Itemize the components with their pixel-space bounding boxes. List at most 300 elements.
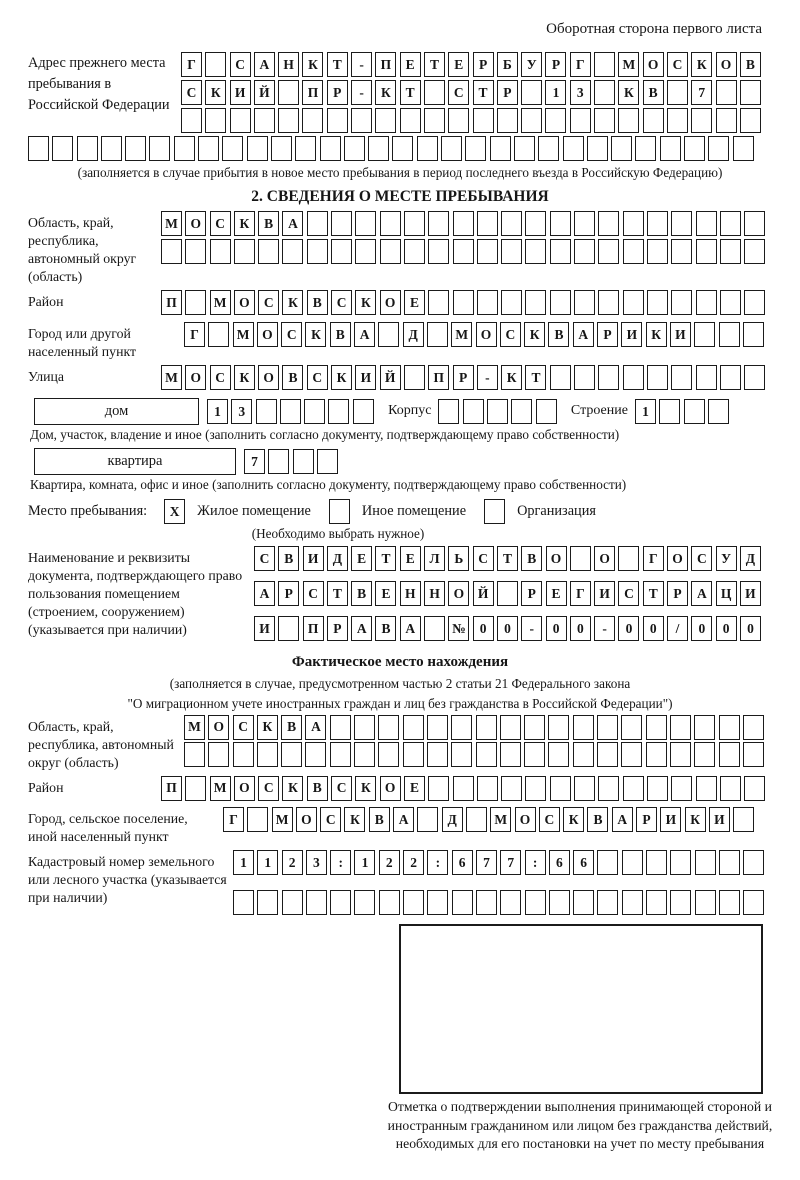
char-box: 6: [573, 850, 594, 875]
char-box: [587, 136, 608, 161]
char-box: [438, 399, 459, 424]
char-box: [501, 211, 522, 236]
char-box: А: [573, 322, 594, 347]
char-box: [490, 136, 511, 161]
field-fact-city: [28, 807, 772, 846]
char-box: [380, 239, 401, 264]
char-box: Т: [375, 546, 396, 571]
char-box: Г: [643, 546, 664, 571]
char-box: [307, 239, 328, 264]
char-box: [573, 890, 594, 915]
char-box: [720, 365, 741, 390]
char-box: С: [448, 80, 469, 105]
char-box: [181, 108, 202, 133]
char-box: С: [473, 546, 494, 571]
char-box: К: [355, 290, 376, 315]
char-box: [501, 239, 522, 264]
char-box: Ь: [448, 546, 469, 571]
char-box: [684, 136, 705, 161]
char-box: [622, 890, 643, 915]
char-box: [282, 239, 303, 264]
char-box: [417, 136, 438, 161]
document-row-1: [254, 546, 772, 571]
char-box: В: [258, 211, 279, 236]
char-box: [525, 211, 546, 236]
fact-title: Фактическое место нахождения: [291, 653, 509, 670]
checkbox-residential: [164, 499, 185, 524]
char-box: [598, 290, 619, 315]
char-box: [696, 776, 717, 801]
fact-region-label: Область, край, республика, автономный округ (область): [28, 718, 174, 770]
stroenie-boxes: [635, 399, 732, 424]
char-box: [671, 239, 692, 264]
option-organization-label: Организация: [517, 502, 596, 519]
char-box: К: [685, 807, 706, 832]
char-box: [295, 136, 316, 161]
char-box: [524, 742, 545, 767]
field-region: [28, 211, 772, 286]
field-district: [28, 290, 772, 318]
char-box: В: [369, 807, 390, 832]
char-box: [451, 715, 472, 740]
char-box: [185, 290, 206, 315]
char-box: А: [305, 715, 326, 740]
char-box: Й: [254, 80, 275, 105]
char-box: Н: [400, 581, 421, 606]
char-box: [684, 399, 705, 424]
char-box: [695, 890, 716, 915]
char-box: [521, 108, 542, 133]
char-box: [497, 108, 518, 133]
char-box: 2: [403, 850, 424, 875]
char-box: Ц: [716, 581, 737, 606]
previous-address-row-2: [181, 80, 772, 105]
char-box: О: [643, 52, 664, 77]
char-box: [208, 742, 229, 767]
char-box: С: [500, 322, 521, 347]
char-box: [525, 776, 546, 801]
char-box: 7: [691, 80, 712, 105]
char-box: [344, 136, 365, 161]
field-document: [28, 546, 772, 644]
char-box: [550, 211, 571, 236]
region-label: Область, край, республика, автономный округ (область): [28, 215, 137, 285]
char-box: [417, 807, 438, 832]
house-type-box: дом: [34, 398, 199, 425]
char-box: [740, 108, 761, 133]
char-box: Р: [545, 52, 566, 77]
char-box: [198, 136, 219, 161]
char-box: [380, 211, 401, 236]
char-box: [305, 742, 326, 767]
char-box: [659, 399, 680, 424]
char-box: [185, 239, 206, 264]
char-box: -: [594, 616, 615, 641]
char-box: [247, 136, 268, 161]
char-box: [743, 742, 764, 767]
char-box: [280, 399, 301, 424]
char-box: [278, 80, 299, 105]
char-box: [598, 776, 619, 801]
char-box: Й: [473, 581, 494, 606]
char-box: Т: [473, 80, 494, 105]
char-box: [744, 776, 765, 801]
char-box: Р: [327, 616, 348, 641]
char-box: 0: [716, 616, 737, 641]
char-box: [716, 108, 737, 133]
char-box: [514, 136, 535, 161]
char-box: Т: [400, 80, 421, 105]
char-box: 3: [306, 850, 327, 875]
char-box: [538, 136, 559, 161]
char-box: Е: [404, 776, 425, 801]
char-box: 0: [691, 616, 712, 641]
char-box: [623, 290, 644, 315]
char-box: [733, 136, 754, 161]
char-box: К: [344, 807, 365, 832]
char-box: 7: [500, 850, 521, 875]
char-box: П: [302, 80, 323, 105]
char-box: Г: [184, 322, 205, 347]
char-box: 7: [244, 449, 265, 474]
char-box: О: [515, 807, 536, 832]
char-box: [744, 365, 765, 390]
char-box: 2: [282, 850, 303, 875]
char-box: С: [618, 581, 639, 606]
char-box: [646, 715, 667, 740]
fact-city-row: [223, 807, 772, 832]
char-box: [257, 890, 278, 915]
option-residential-label: Жилое помещение: [197, 502, 311, 519]
char-box: Е: [448, 52, 469, 77]
char-box: [501, 776, 522, 801]
char-box: [574, 290, 595, 315]
char-box: [473, 108, 494, 133]
char-box: [268, 449, 289, 474]
char-box: [451, 742, 472, 767]
char-box: [622, 850, 643, 875]
char-box: [720, 776, 741, 801]
char-box: 0: [546, 616, 567, 641]
char-box: [667, 80, 688, 105]
char-box: У: [521, 52, 542, 77]
char-box: А: [351, 616, 372, 641]
char-box: [354, 890, 375, 915]
char-box: [278, 616, 299, 641]
char-box: X: [164, 499, 185, 524]
char-box: И: [621, 322, 642, 347]
char-box: К: [563, 807, 584, 832]
char-box: [484, 499, 505, 524]
char-box: Р: [521, 581, 542, 606]
char-box: [329, 499, 350, 524]
char-box: М: [490, 807, 511, 832]
char-box: [330, 715, 351, 740]
char-box: [487, 399, 508, 424]
field-city: [28, 322, 772, 361]
char-box: Б: [497, 52, 518, 77]
char-box: [427, 742, 448, 767]
char-box: [525, 290, 546, 315]
char-box: И: [660, 807, 681, 832]
char-box: В: [548, 322, 569, 347]
apartment-type-box: квартира: [34, 448, 236, 475]
char-box: С: [258, 776, 279, 801]
char-box: А: [282, 211, 303, 236]
char-box: Р: [453, 365, 474, 390]
char-box: [696, 290, 717, 315]
char-box: [453, 290, 474, 315]
char-box: [205, 52, 226, 77]
char-box: Р: [636, 807, 657, 832]
char-box: К: [234, 211, 255, 236]
char-box: [695, 850, 716, 875]
char-box: [550, 239, 571, 264]
char-box: [500, 890, 521, 915]
char-box: В: [643, 80, 664, 105]
char-box: [307, 211, 328, 236]
char-box: Е: [400, 52, 421, 77]
char-box: [720, 211, 741, 236]
char-box: [570, 546, 591, 571]
char-box: Е: [375, 581, 396, 606]
char-box: [327, 108, 348, 133]
char-box: [597, 850, 618, 875]
previous-address-note: (заполняется в случае прибытия в новое место пребывания в период последнего въезда в Российскую Федерацию): [77, 165, 723, 181]
char-box: М: [184, 715, 205, 740]
char-box: 0: [618, 616, 639, 641]
char-box: [594, 52, 615, 77]
char-box: Т: [327, 52, 348, 77]
char-box: С: [320, 807, 341, 832]
char-box: [597, 742, 618, 767]
char-box: [550, 776, 571, 801]
char-box: [320, 136, 341, 161]
char-box: [205, 108, 226, 133]
char-box: [671, 290, 692, 315]
char-box: [428, 290, 449, 315]
char-box: П: [303, 616, 324, 641]
char-box: 1: [257, 850, 278, 875]
char-box: [694, 715, 715, 740]
char-box: М: [210, 290, 231, 315]
char-box: [353, 399, 374, 424]
stay-place-note: (Необходимо выбрать нужное): [251, 525, 425, 541]
char-box: [550, 290, 571, 315]
char-box: [598, 239, 619, 264]
char-box: [185, 776, 206, 801]
char-box: [52, 136, 73, 161]
char-box: [281, 742, 302, 767]
char-box: [621, 715, 642, 740]
field-cadastral: [28, 850, 772, 918]
char-box: [497, 581, 518, 606]
cadastral-row-1: [233, 850, 772, 875]
char-box: О: [185, 211, 206, 236]
char-box: [563, 136, 584, 161]
char-box: 1: [635, 399, 656, 424]
house-note: Дом, участок, владение и иное (заполнить согласно документу, подтверждающему право собственности): [30, 426, 620, 442]
char-box: С: [230, 52, 251, 77]
char-box: 0: [643, 616, 664, 641]
char-box: [453, 776, 474, 801]
char-box: [233, 890, 254, 915]
char-box: [355, 239, 376, 264]
char-box: [403, 742, 424, 767]
char-box: [598, 365, 619, 390]
char-box: [355, 211, 376, 236]
char-box: С: [303, 581, 324, 606]
street-row: [161, 365, 772, 390]
checkbox-organization: [484, 499, 505, 524]
char-box: [618, 546, 639, 571]
city-row: [184, 322, 772, 347]
char-box: [368, 136, 389, 161]
char-box: Д: [740, 546, 761, 571]
char-box: М: [210, 776, 231, 801]
char-box: Т: [497, 546, 518, 571]
char-box: [501, 290, 522, 315]
char-box: П: [161, 290, 182, 315]
stroenie-label: Строение: [570, 403, 628, 419]
apartment-row: [28, 448, 772, 475]
char-box: 2: [379, 850, 400, 875]
char-box: Р: [473, 52, 494, 77]
char-box: С: [210, 211, 231, 236]
char-box: Г: [570, 52, 591, 77]
field-fact-district: [28, 776, 772, 804]
char-box: [719, 890, 740, 915]
option-other-premises-label: Иное помещение: [361, 502, 467, 519]
char-box: [521, 80, 542, 105]
char-box: [691, 108, 712, 133]
char-box: [671, 365, 692, 390]
char-box: [549, 890, 570, 915]
char-box: [646, 742, 667, 767]
char-box: О: [546, 546, 567, 571]
char-box: -: [477, 365, 498, 390]
char-box: М: [233, 322, 254, 347]
char-box: Н: [424, 581, 445, 606]
char-box: Е: [404, 290, 425, 315]
char-box: К: [282, 290, 303, 315]
char-box: [392, 136, 413, 161]
char-box: [378, 322, 399, 347]
char-box: К: [282, 776, 303, 801]
page-side-note: Оборотная сторона первого листа: [546, 21, 762, 37]
char-box: М: [451, 322, 472, 347]
char-box: [647, 239, 668, 264]
street-label: Улица: [28, 368, 64, 384]
previous-address-row-3: [181, 108, 772, 133]
char-box: О: [258, 365, 279, 390]
char-box: В: [375, 616, 396, 641]
char-box: Т: [643, 581, 664, 606]
char-box: [500, 742, 521, 767]
char-box: [375, 108, 396, 133]
char-box: [404, 211, 425, 236]
char-box: С: [254, 546, 275, 571]
char-box: И: [709, 807, 730, 832]
char-box: Г: [570, 581, 591, 606]
char-box: В: [307, 290, 328, 315]
char-box: О: [296, 807, 317, 832]
checkbox-other-premises: [329, 499, 350, 524]
char-box: [257, 742, 278, 767]
stay-place-label: Место пребывания:: [28, 502, 148, 519]
char-box: [282, 890, 303, 915]
char-box: :: [330, 850, 351, 875]
char-box: А: [393, 807, 414, 832]
char-box: [125, 136, 146, 161]
stay-place-row: [28, 498, 772, 525]
char-box: [623, 211, 644, 236]
char-box: В: [281, 715, 302, 740]
fact-note-1: (заполняется в случае, предусмотренном частью 2 статьи 21 Федерального закона: [169, 675, 631, 691]
char-box: Т: [525, 365, 546, 390]
char-box: П: [375, 52, 396, 77]
char-box: К: [331, 365, 352, 390]
char-box: [428, 239, 449, 264]
char-box: [621, 742, 642, 767]
char-box: [536, 399, 557, 424]
char-box: [740, 80, 761, 105]
char-box: [354, 715, 375, 740]
char-box: Г: [181, 52, 202, 77]
char-box: [317, 449, 338, 474]
char-box: [618, 108, 639, 133]
char-box: О: [380, 290, 401, 315]
char-box: С: [210, 365, 231, 390]
char-box: Г: [223, 807, 244, 832]
char-box: [570, 108, 591, 133]
char-box: Й: [380, 365, 401, 390]
char-box: Л: [424, 546, 445, 571]
char-box: О: [448, 581, 469, 606]
char-box: [646, 890, 667, 915]
char-box: [720, 290, 741, 315]
char-box: О: [257, 322, 278, 347]
char-box: /: [667, 616, 688, 641]
char-box: [428, 776, 449, 801]
char-box: [233, 742, 254, 767]
char-box: В: [740, 52, 761, 77]
char-box: №: [448, 616, 469, 641]
char-box: О: [476, 322, 497, 347]
char-box: [647, 776, 668, 801]
char-box: В: [282, 365, 303, 390]
char-box: [743, 850, 764, 875]
char-box: [403, 715, 424, 740]
char-box: Р: [667, 581, 688, 606]
char-box: А: [400, 616, 421, 641]
fact-region-row-2: [184, 742, 772, 767]
char-box: [548, 715, 569, 740]
char-box: К: [355, 776, 376, 801]
char-box: С: [691, 546, 712, 571]
char-box: [647, 365, 668, 390]
char-box: [719, 742, 740, 767]
char-box: В: [351, 581, 372, 606]
char-box: О: [667, 546, 688, 571]
apartment-note: Квартира, комната, офис и иное (заполнить согласно документу, подтверждающему право собственности): [30, 476, 627, 492]
char-box: [671, 776, 692, 801]
char-box: Н: [278, 52, 299, 77]
char-box: [278, 108, 299, 133]
char-box: К: [375, 80, 396, 105]
char-box: [660, 136, 681, 161]
char-box: С: [181, 80, 202, 105]
